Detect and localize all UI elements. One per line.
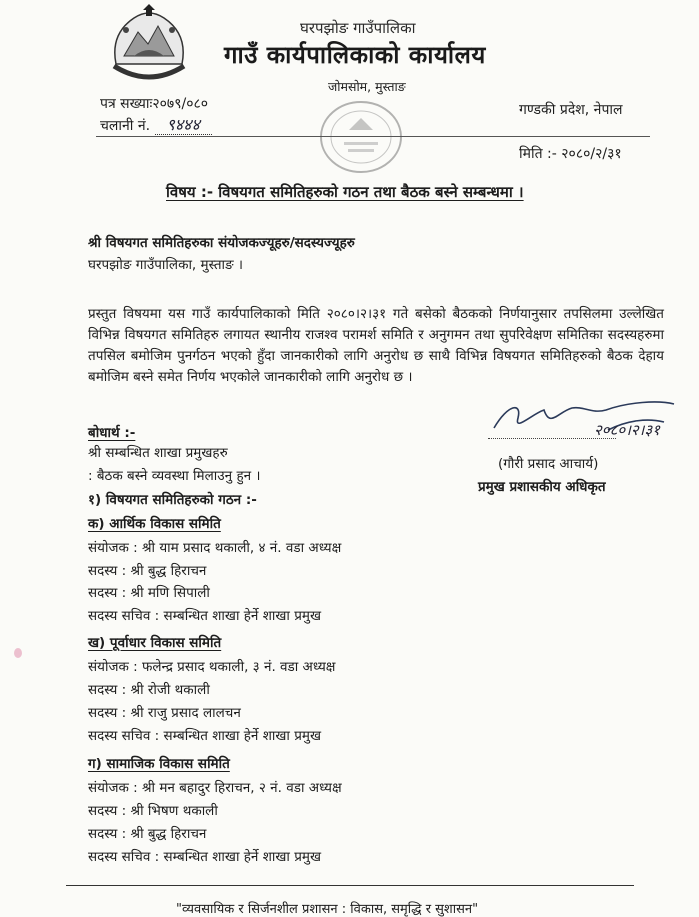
letter-date: मिति :- २०८०/२/३१ — [519, 146, 622, 162]
chalani-label: चलानी नं. — [100, 118, 151, 134]
committee-member: सदस्य : श्री रोजी थकाली — [88, 682, 210, 698]
footer-divider — [66, 885, 634, 886]
committee-member: संयोजक : फलेन्द्र प्रसाद थकाली, ३ नं. वडा अध्यक्ष — [88, 659, 336, 675]
committee-title: ग) सामाजिक विकास समिति — [88, 756, 230, 772]
committee-member: सदस्य सचिव : सम्बन्धित शाखा हेर्ने शाखा प्रमुख — [88, 849, 322, 865]
section-heading: १) विषयगत समितिहरुको गठन :- — [88, 492, 257, 508]
bodharth-line-2: : बैठक बस्ने व्यवस्था मिलाउनु हुन । — [88, 468, 261, 484]
nepal-emblem-icon — [104, 4, 194, 84]
office-address: जोमसोम, मुस्ताङ — [328, 79, 406, 94]
office-stamp-icon — [316, 98, 406, 176]
ink-smudge — [14, 648, 22, 658]
chalani-number — [100, 113, 212, 135]
signature-date: २०८०।२।३१ — [594, 421, 660, 439]
header-divider — [96, 136, 650, 137]
committee-member: सदस्य सचिव : सम्बन्धित शाखा हेर्ने शाखा प्रमुख — [88, 728, 322, 744]
committee-member: सदस्य : श्री भिषण थकाली — [88, 803, 218, 819]
office-name: गाउँ कार्यपालिकाको कार्यालय — [224, 41, 486, 69]
patra-value: २०७९/०८० — [152, 96, 209, 112]
committee-title: ख) पूर्वाधार विकास समिति — [88, 635, 222, 651]
committee-member: सदस्य : श्री बुद्ध हिराचन — [88, 826, 207, 842]
patra-label: पत्र सख्याः — [100, 96, 153, 112]
committee-member: संयोजक : श्री मन बहादुर हिराचन, २ नं. वडा अध्यक्ष — [88, 780, 342, 796]
subject-line: विषय :- विषयगत समितिहरुको गठन तथा बैठक बस्ने सम्बन्धमा । — [166, 183, 524, 201]
bodharth-line-1: श्री सम्बन्धित शाखा प्रमुखहरु — [88, 445, 228, 461]
addressee-line-1: श्री विषयगत समितिहरुका संयोजकज्यूहरु/सदस्यज्यूहरु — [88, 235, 355, 251]
committee-member: सदस्य : श्री बुद्ध हिराचन — [88, 563, 207, 579]
body-paragraph: प्रस्तुत विषयमा यस गाउँ कार्यपालिकाको मिति २०८०।२।३१ गते बसेको बैठकको निर्णयानुसार तपसिलमा उल्लेखित विभिन्न विषयगत समितिहरु लगायत स्थानीय राजश्व परामर्श समिति र अनुगमन तथा सुपरिवेक्षण समितिका सदस्यहरुमा तपसिल बमोजिम पुनर्गठन भएको हुँदा जानकारीको लागि अनुरोध छ साथै विभिन्न विषयगत समितिहरुको बैठक देहाय बमोजिम बस्ने समेत निर्णय भएकोले जानकारीको लागि अनुरोध छ । — [88, 306, 664, 385]
addressee-line-2: घरपझोङ गाउँपालिका, मुस्ताङ । — [88, 257, 244, 273]
chalani-value: ९४४४ — [155, 115, 212, 135]
committee-member: सदस्य : श्री मणि सिपाली — [88, 585, 210, 601]
palika-name: घरपझोङ गाउँपालिका — [300, 19, 416, 37]
committee-member: संयोजक : श्री याम प्रसाद थकाली, ४ नं. वडा अध्यक्ष — [88, 540, 342, 556]
signatory-name: (गौरी प्रसाद आचार्य) — [498, 456, 599, 472]
patra-number — [100, 94, 208, 113]
committee-title: क) आर्थिक विकास समिति — [88, 516, 221, 532]
footer-motto: "व्यवसायिक र सिर्जनशील प्रशासन : विकास, समृद्धि र सुशासन" — [176, 902, 479, 917]
signature-line — [488, 438, 616, 439]
signatory-designation: प्रमुख प्रशासकीय अधिकृत — [478, 479, 606, 495]
committee-member: सदस्य सचिव : सम्बन्धित शाखा हेर्ने शाखा प्रमुख — [88, 608, 322, 624]
committee-member: सदस्य : श्री राजु प्रसाद लालचन — [88, 705, 241, 721]
bodharth-heading: बोधार्थ :- — [88, 425, 136, 441]
province: गण्डकी प्रदेश, नेपाल — [519, 102, 623, 118]
